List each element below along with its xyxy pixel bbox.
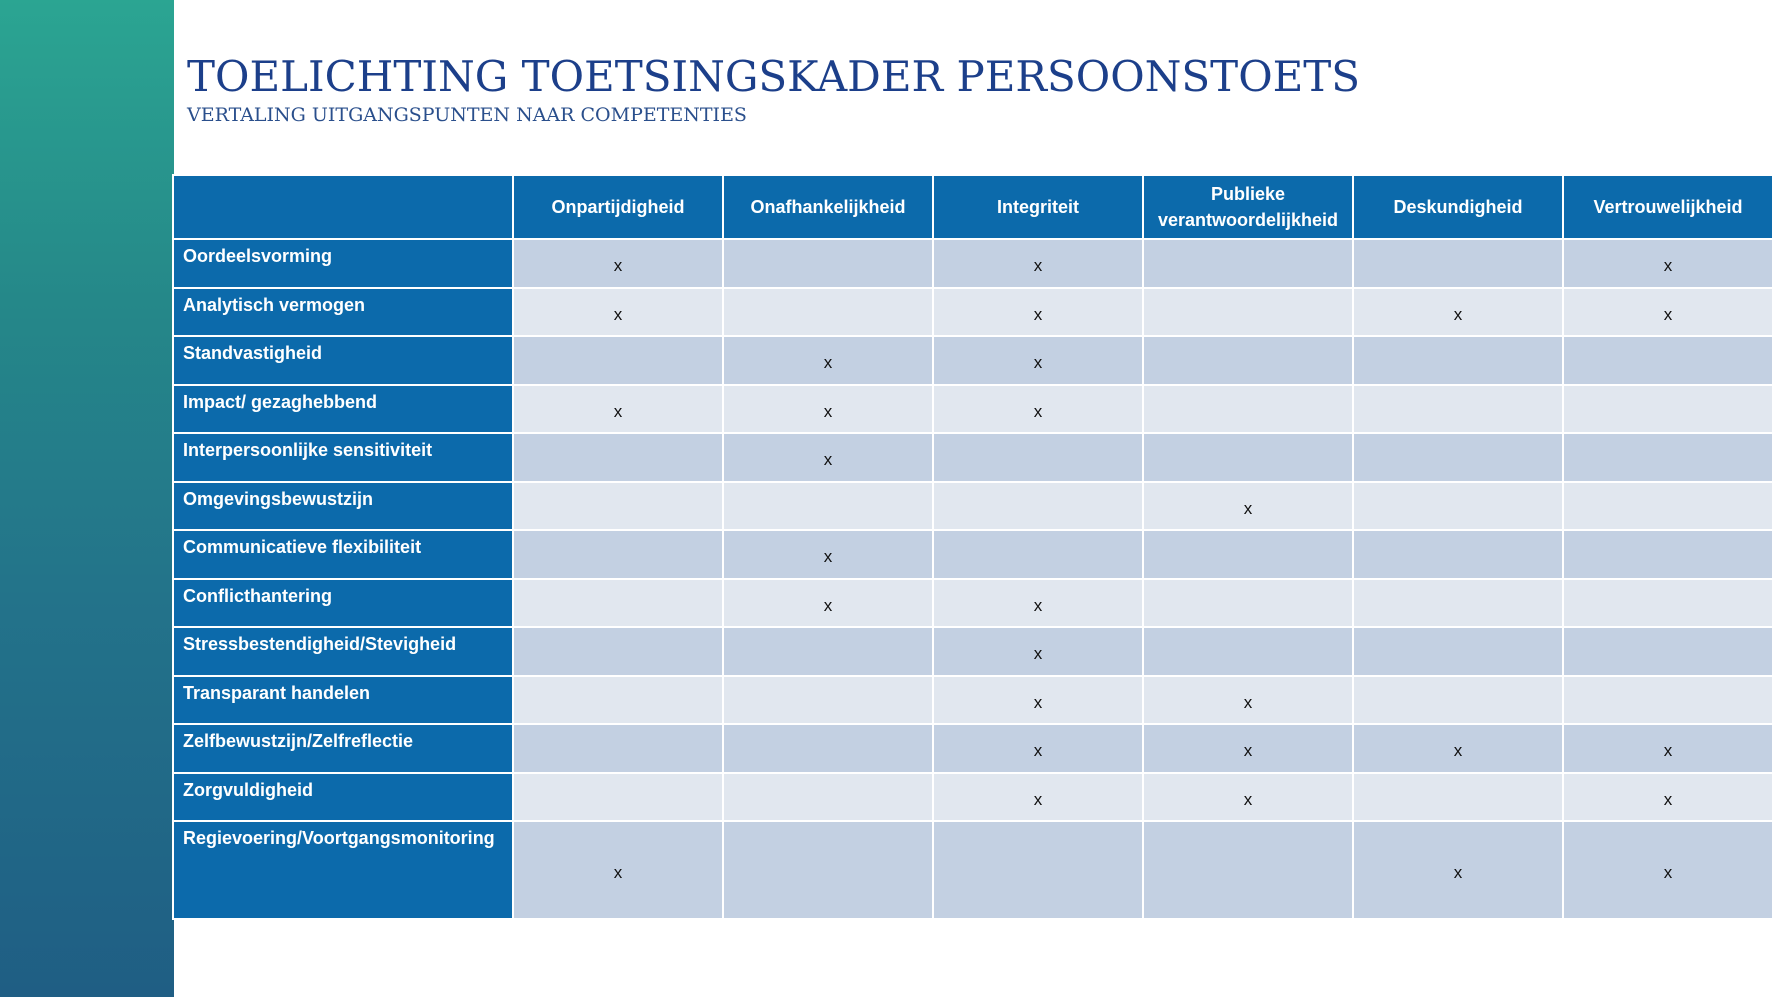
matrix-cell xyxy=(1143,336,1353,385)
matrix-cell: x xyxy=(933,288,1143,337)
matrix-cell xyxy=(1563,627,1772,676)
matrix-cell: x xyxy=(933,579,1143,628)
matrix-cell: x xyxy=(1563,724,1772,773)
matrix-cell xyxy=(723,482,933,531)
matrix-cell xyxy=(513,433,723,482)
matrix-cell: x xyxy=(933,336,1143,385)
matrix-cell xyxy=(1143,385,1353,434)
matrix-cell: x xyxy=(723,385,933,434)
matrix-cell xyxy=(723,627,933,676)
row-label: Analytisch vermogen xyxy=(173,288,513,337)
matrix-cell: x xyxy=(723,433,933,482)
matrix-cell xyxy=(1353,336,1563,385)
matrix-cell xyxy=(723,239,933,288)
matrix-cell: x xyxy=(723,579,933,628)
competency-matrix-table xyxy=(172,174,1772,920)
matrix-cell: x xyxy=(933,385,1143,434)
matrix-cell xyxy=(1563,482,1772,531)
matrix-cell xyxy=(1143,821,1353,919)
table-row xyxy=(173,530,1772,579)
matrix-cell xyxy=(1353,773,1563,822)
matrix-cell xyxy=(723,724,933,773)
matrix-cell: x xyxy=(1143,773,1353,822)
matrix-cell xyxy=(513,627,723,676)
matrix-cell xyxy=(1353,433,1563,482)
matrix-cell xyxy=(1563,385,1772,434)
matrix-cell xyxy=(1353,627,1563,676)
matrix-cell xyxy=(723,288,933,337)
matrix-cell xyxy=(723,773,933,822)
matrix-cell xyxy=(933,433,1143,482)
matrix-cell xyxy=(1563,530,1772,579)
column-header: Onpartijdigheid xyxy=(513,175,723,239)
matrix-cell xyxy=(1143,530,1353,579)
matrix-cell: x xyxy=(1563,773,1772,822)
row-label: Oordeelsvorming xyxy=(173,239,513,288)
column-header: Onafhankelijkheid xyxy=(723,175,933,239)
matrix-cell: x xyxy=(1353,821,1563,919)
matrix-cell xyxy=(1143,239,1353,288)
row-label: Zorgvuldigheid xyxy=(173,773,513,822)
matrix-cell xyxy=(1353,530,1563,579)
row-label: Stressbestendigheid/Stevigheid xyxy=(173,627,513,676)
row-label: Impact/ gezaghebbend xyxy=(173,385,513,434)
table-row xyxy=(173,482,1772,531)
matrix-cell: x xyxy=(933,627,1143,676)
column-header: Integriteit xyxy=(933,175,1143,239)
matrix-cell xyxy=(1353,579,1563,628)
matrix-cell xyxy=(513,530,723,579)
matrix-cell xyxy=(723,676,933,725)
matrix-cell: x xyxy=(513,239,723,288)
row-label: Conflicthantering xyxy=(173,579,513,628)
column-header: Deskundigheid xyxy=(1353,175,1563,239)
row-label: Zelfbewustzijn/Zelfreflectie xyxy=(173,724,513,773)
table-row xyxy=(173,724,1772,773)
matrix-cell: x xyxy=(1353,288,1563,337)
matrix-cell: x xyxy=(933,724,1143,773)
matrix-cell: x xyxy=(513,385,723,434)
matrix-cell: x xyxy=(933,773,1143,822)
row-label: Transparant handelen xyxy=(173,676,513,725)
matrix-cell xyxy=(1143,627,1353,676)
table-row xyxy=(173,676,1772,725)
table-row xyxy=(173,288,1772,337)
matrix-cell: x xyxy=(723,530,933,579)
matrix-cell xyxy=(1563,336,1772,385)
matrix-cell: x xyxy=(1563,288,1772,337)
matrix-cell xyxy=(513,579,723,628)
matrix-cell xyxy=(513,482,723,531)
matrix-cell: x xyxy=(1563,239,1772,288)
matrix-cell: x xyxy=(933,676,1143,725)
matrix-cell xyxy=(513,676,723,725)
matrix-cell: x xyxy=(1563,821,1772,919)
matrix-cell xyxy=(933,530,1143,579)
matrix-cell xyxy=(723,821,933,919)
header-corner-cell xyxy=(173,175,513,239)
table-row xyxy=(173,627,1772,676)
matrix-cell: x xyxy=(1143,482,1353,531)
table-row xyxy=(173,821,1772,919)
row-label: Interpersoonlijke sensitiviteit xyxy=(173,433,513,482)
row-label: Communicatieve flexibiliteit xyxy=(173,530,513,579)
table-header-row xyxy=(173,175,1772,239)
matrix-cell xyxy=(513,336,723,385)
table-row xyxy=(173,336,1772,385)
matrix-cell: x xyxy=(1353,724,1563,773)
page-subtitle: VERTALING UITGANGSPUNTEN NAAR COMPETENTIES xyxy=(187,104,747,126)
matrix-cell xyxy=(513,724,723,773)
table-row xyxy=(173,773,1772,822)
matrix-cell xyxy=(1143,579,1353,628)
matrix-cell xyxy=(933,821,1143,919)
table-row xyxy=(173,385,1772,434)
side-gradient-band xyxy=(0,0,174,997)
matrix-cell: x xyxy=(1143,676,1353,725)
matrix-cell xyxy=(1353,482,1563,531)
table-row xyxy=(173,433,1772,482)
table-row xyxy=(173,579,1772,628)
matrix-cell xyxy=(513,773,723,822)
matrix-cell xyxy=(1143,433,1353,482)
matrix-cell: x xyxy=(933,239,1143,288)
matrix-cell xyxy=(1563,433,1772,482)
row-label: Omgevingsbewustzijn xyxy=(173,482,513,531)
row-label: Standvastigheid xyxy=(173,336,513,385)
matrix-cell xyxy=(1563,579,1772,628)
column-header: Publieke verantwoordelijkheid xyxy=(1143,175,1353,239)
matrix-cell: x xyxy=(1143,724,1353,773)
table-row xyxy=(173,239,1772,288)
matrix-cell xyxy=(1563,676,1772,725)
matrix-cell: x xyxy=(513,288,723,337)
row-label: Regievoering/Voortgangsmonitoring xyxy=(173,821,513,919)
column-header: Vertrouwelijkheid xyxy=(1563,175,1772,239)
matrix-cell: x xyxy=(513,821,723,919)
matrix-cell xyxy=(1353,385,1563,434)
page-title: TOELICHTING TOETSINGSKADER PERSOONSTOETS xyxy=(187,52,1361,101)
matrix-cell xyxy=(1353,239,1563,288)
matrix-cell xyxy=(1353,676,1563,725)
matrix-cell: x xyxy=(723,336,933,385)
matrix-cell xyxy=(933,482,1143,531)
matrix-cell xyxy=(1143,288,1353,337)
